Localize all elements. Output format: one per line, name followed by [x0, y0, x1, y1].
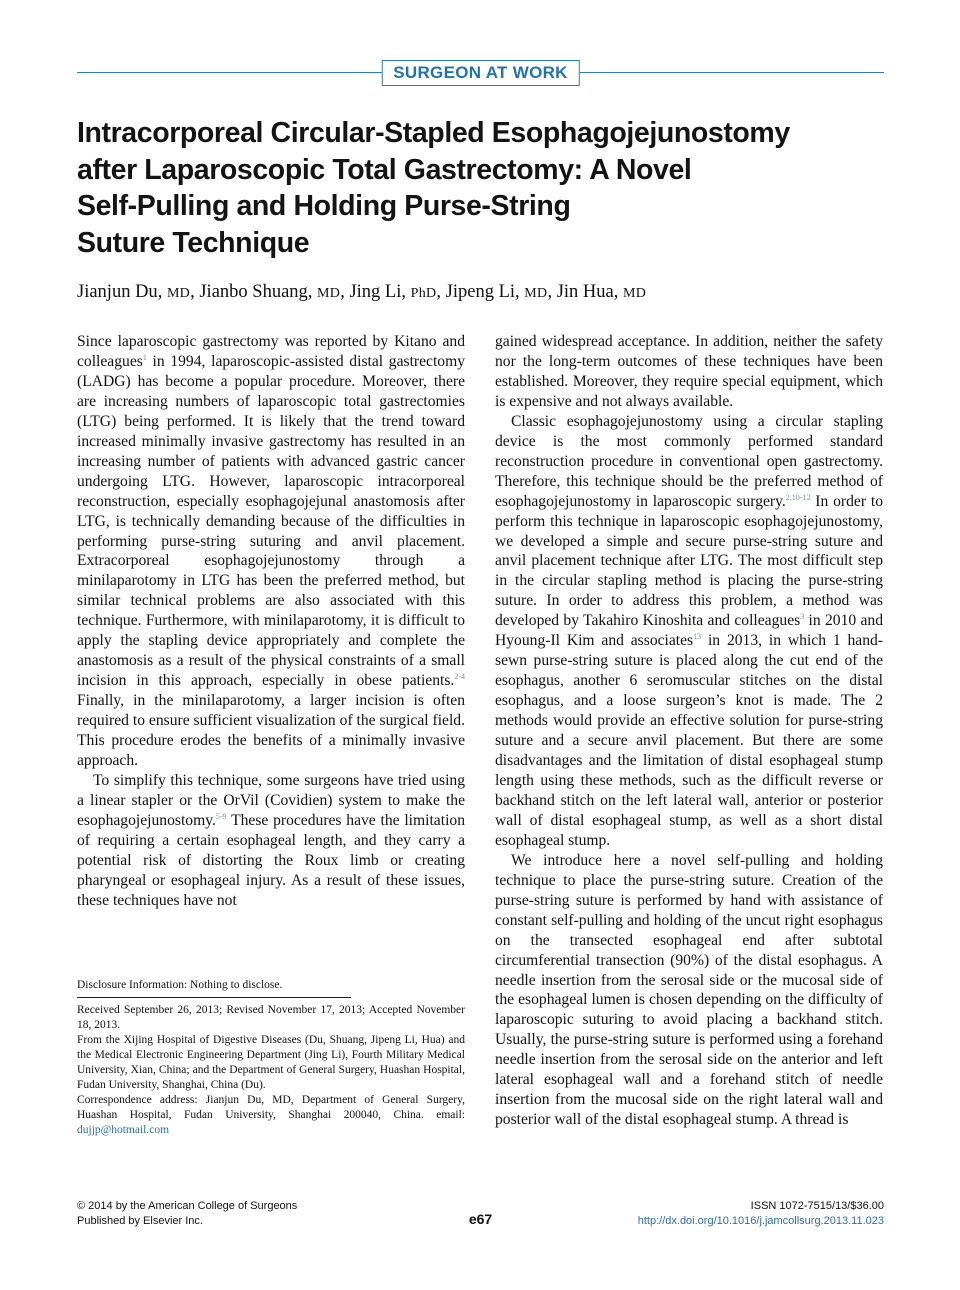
paragraph-text: Since laparoscopic gastrectomy was reported by Kitano and colleagues [77, 333, 465, 370]
paragraph-text: in 2010 and Hyoung-Il Kim and associates [495, 612, 883, 650]
author-degree: MD [166, 286, 191, 301]
footnote-rule [77, 997, 351, 998]
footer-left [77, 1199, 297, 1229]
correspondence-text: Correspondence address: Jianjun Du, MD, Department of General Surgery, Huashan Hospital, Fudan University, Shanghai 200040, China. email: [77, 1094, 465, 1121]
disclosure-text: Disclosure Information: Nothing to disclose. [77, 979, 283, 991]
reference-link[interactable]: 1 [142, 352, 147, 362]
title-line: Suture Technique [77, 226, 310, 259]
reference-link[interactable]: 5-9 [215, 811, 227, 821]
author-name: Jipeng Li [445, 282, 516, 302]
page-footer [77, 1199, 884, 1233]
author-name: Jianbo Shuang [199, 282, 308, 302]
disclosure-note [77, 978, 465, 993]
issn-text: ISSN 1072-7515/13/$36.00 [750, 1200, 884, 1212]
paragraph-text: gained widespread acceptance. In addition, neither the safety nor the long-term outcomes of these techniques have been established. Moreover, they require special equipment, which is expensive and not always available. [495, 333, 883, 410]
author-degree: PhD [410, 286, 437, 301]
body-paragraph [77, 771, 465, 911]
author-name: Jing Li [349, 282, 402, 302]
section-header [77, 60, 884, 86]
title-line: Self-Pulling and Holding Purse-String [77, 190, 571, 222]
author-name: Jianjun Du [77, 282, 158, 302]
page-number: e67 [468, 1211, 493, 1227]
author-degree: MD [317, 286, 341, 301]
article-title [77, 115, 897, 261]
reference-link[interactable]: 2,10-12 [785, 492, 811, 502]
affiliation-note: From the Xijing Hospital of Digestive Diseases (Du, Shuang, Jipeng Li, Hua) and the Medical Electronic Engineering Department (Jing Li), Fourth Military Medical University, Xian, China; and the Department of General Surgery, Huashan Hospital, Fudan University, Shanghai, China (Du). [77, 1034, 465, 1091]
paragraph-text: To simplify this technique, some surgeons have tried using a linear stapler or the OrVil (Covidien) system to make the esophagojejunostomy. [77, 771, 465, 829]
footnotes [77, 978, 465, 1138]
paragraph-text: Classic esophagojejunostomy using a circular stapling device is the most commonly performed standard reconstruction procedure in conventional open gastrectomy. Therefore, this technique should be the preferred method of esophagojejunostomy in laparoscopic surgery. [495, 412, 883, 510]
body-paragraph-continued [495, 332, 883, 412]
body-column-right [495, 332, 883, 1130]
paragraph-text: Finally, in the minilaparotomy, a larger incision is often required to ensure sufficient visualization of the surgical field. This procedure erodes the benefits of a minimally invasive approach. [77, 692, 465, 770]
copyright-text: © 2014 by the American College of Surgeons [77, 1200, 298, 1212]
body-paragraph: We introduce here a novel self-pulling and holding technique to place the purse-string suture. Creation of the purse-string suture is performed by hand with assistance of constant self-pulling and holding of the uncut right esophagus on the transected esophageal end after subtotal circumferential transection (90%) of the distal esophagus. A needle insertion from the serosal side or the mucosal side of the esophageal lumen is chosen depending on the difficulty of laparoscopic suturing to avoid placing a backhand stitch. Usually, the purse-string suture is performed using a forehand needle insertion from the serosal side on the anterior and left lateral esophageal wall and a forehand stitch of needle insertion from the mucosal side on the right lateral wall and posterior wall of the distal esophageal stump. A thread is [495, 851, 883, 1129]
reference-link[interactable]: 13 [693, 632, 702, 642]
email-link[interactable]: dujjp@hotmail.com [77, 1124, 170, 1136]
body-column-left [77, 332, 465, 911]
received-dates: Received September 26, 2013; Revised November 17, 2013; Accepted November 18, 2013. [77, 1004, 465, 1031]
paragraph-text: in 2013, in which 1 hand-sewn purse-string suture is placed along the cut end of the esophagus, another 6 seromuscular stitches on the distal esophagus, and a loose surgeon’s knot is made. The 2 methods would provide an effective solution for purse-string suture and a secure anvil placement. But there are some disadvantages and the limitation of distal esophageal stump length using these methods, such as the difficult reverse or backhand stitch on the left lateral wall, anterior or posterior wall of distal esophageal stump, as well as a short distal esophageal stump. [495, 632, 883, 849]
paragraph-text: In order to perform this technique in laparoscopic esophagojejunostomy, we developed a simple and secure purse-string suture and anvil placement technique after LTG. The most difficult step in the circular stapling method is placing the purse-string suture. In order to address this problem, a method was developed by Takahiro Kinoshita and colleagues [495, 492, 883, 630]
publisher-text: Published by Elsevier Inc. [77, 1215, 203, 1227]
correspondence-note [77, 1093, 465, 1138]
footer-right [638, 1199, 884, 1229]
doi-link[interactable]: http://dx.doi.org/10.1016/j.jamcollsurg.2013.11.023 [637, 1215, 884, 1227]
reference-link[interactable]: 2-4 [454, 672, 465, 682]
author-list: Jianjun Du, MD, Jianbo Shuang, MD, Jing Li, PhD, Jipeng Li, MD, Jin Hua, MD [77, 282, 647, 302]
title-line: after Laparoscopic Total Gastrectomy: A Novel [77, 153, 692, 186]
body-paragraph [495, 412, 883, 851]
paragraph-text: in 1994, laparoscopic-assisted distal gastrectomy (LADG) has become a popular procedure. Moreover, there are increasing numbers of laparoscopic total gastrectomies (LTG) being performed. It is likely that the trend toward increased minimally invasive gastrectomy has resulted in an increasing number of patients with advanced gastric cancer undergoing LTG. However, laparoscopic intracorporeal reconstruction, especially esophagojejunal anastomosis after LTG, is technically demanding because of the difficulties in performing purse-string suturing and anvil placement. Extracorporeal esophagojejunostomy through a minilaparotomy in LTG has been the preferred method, but similar technical problems are also associated with this technique. Furthermore, with minilaparotomy, it is difficult to apply the stapling device appropriately and complete the anastomosis as a result of the physical constraints of a small incision in this approach, especially in obese patients. [77, 352, 465, 690]
reference-link[interactable]: 3 [800, 612, 805, 622]
author-degree: MD [623, 286, 647, 301]
paragraph-text: These procedures have the limitation of requiring a certain esophageal length, and they carry a potential risk of distorting the Roux limb or creating pharyngeal or esophageal injury. As a result of these issues, these techniques have not [77, 811, 465, 909]
author-name: Jin Hua [556, 282, 614, 302]
title-line: Intracorporeal Circular-Stapled Esophagojejunostomy [77, 117, 790, 149]
body-paragraph [77, 332, 465, 771]
author-degree: MD [524, 286, 548, 301]
section-label: SURGEON AT WORK [381, 60, 580, 86]
